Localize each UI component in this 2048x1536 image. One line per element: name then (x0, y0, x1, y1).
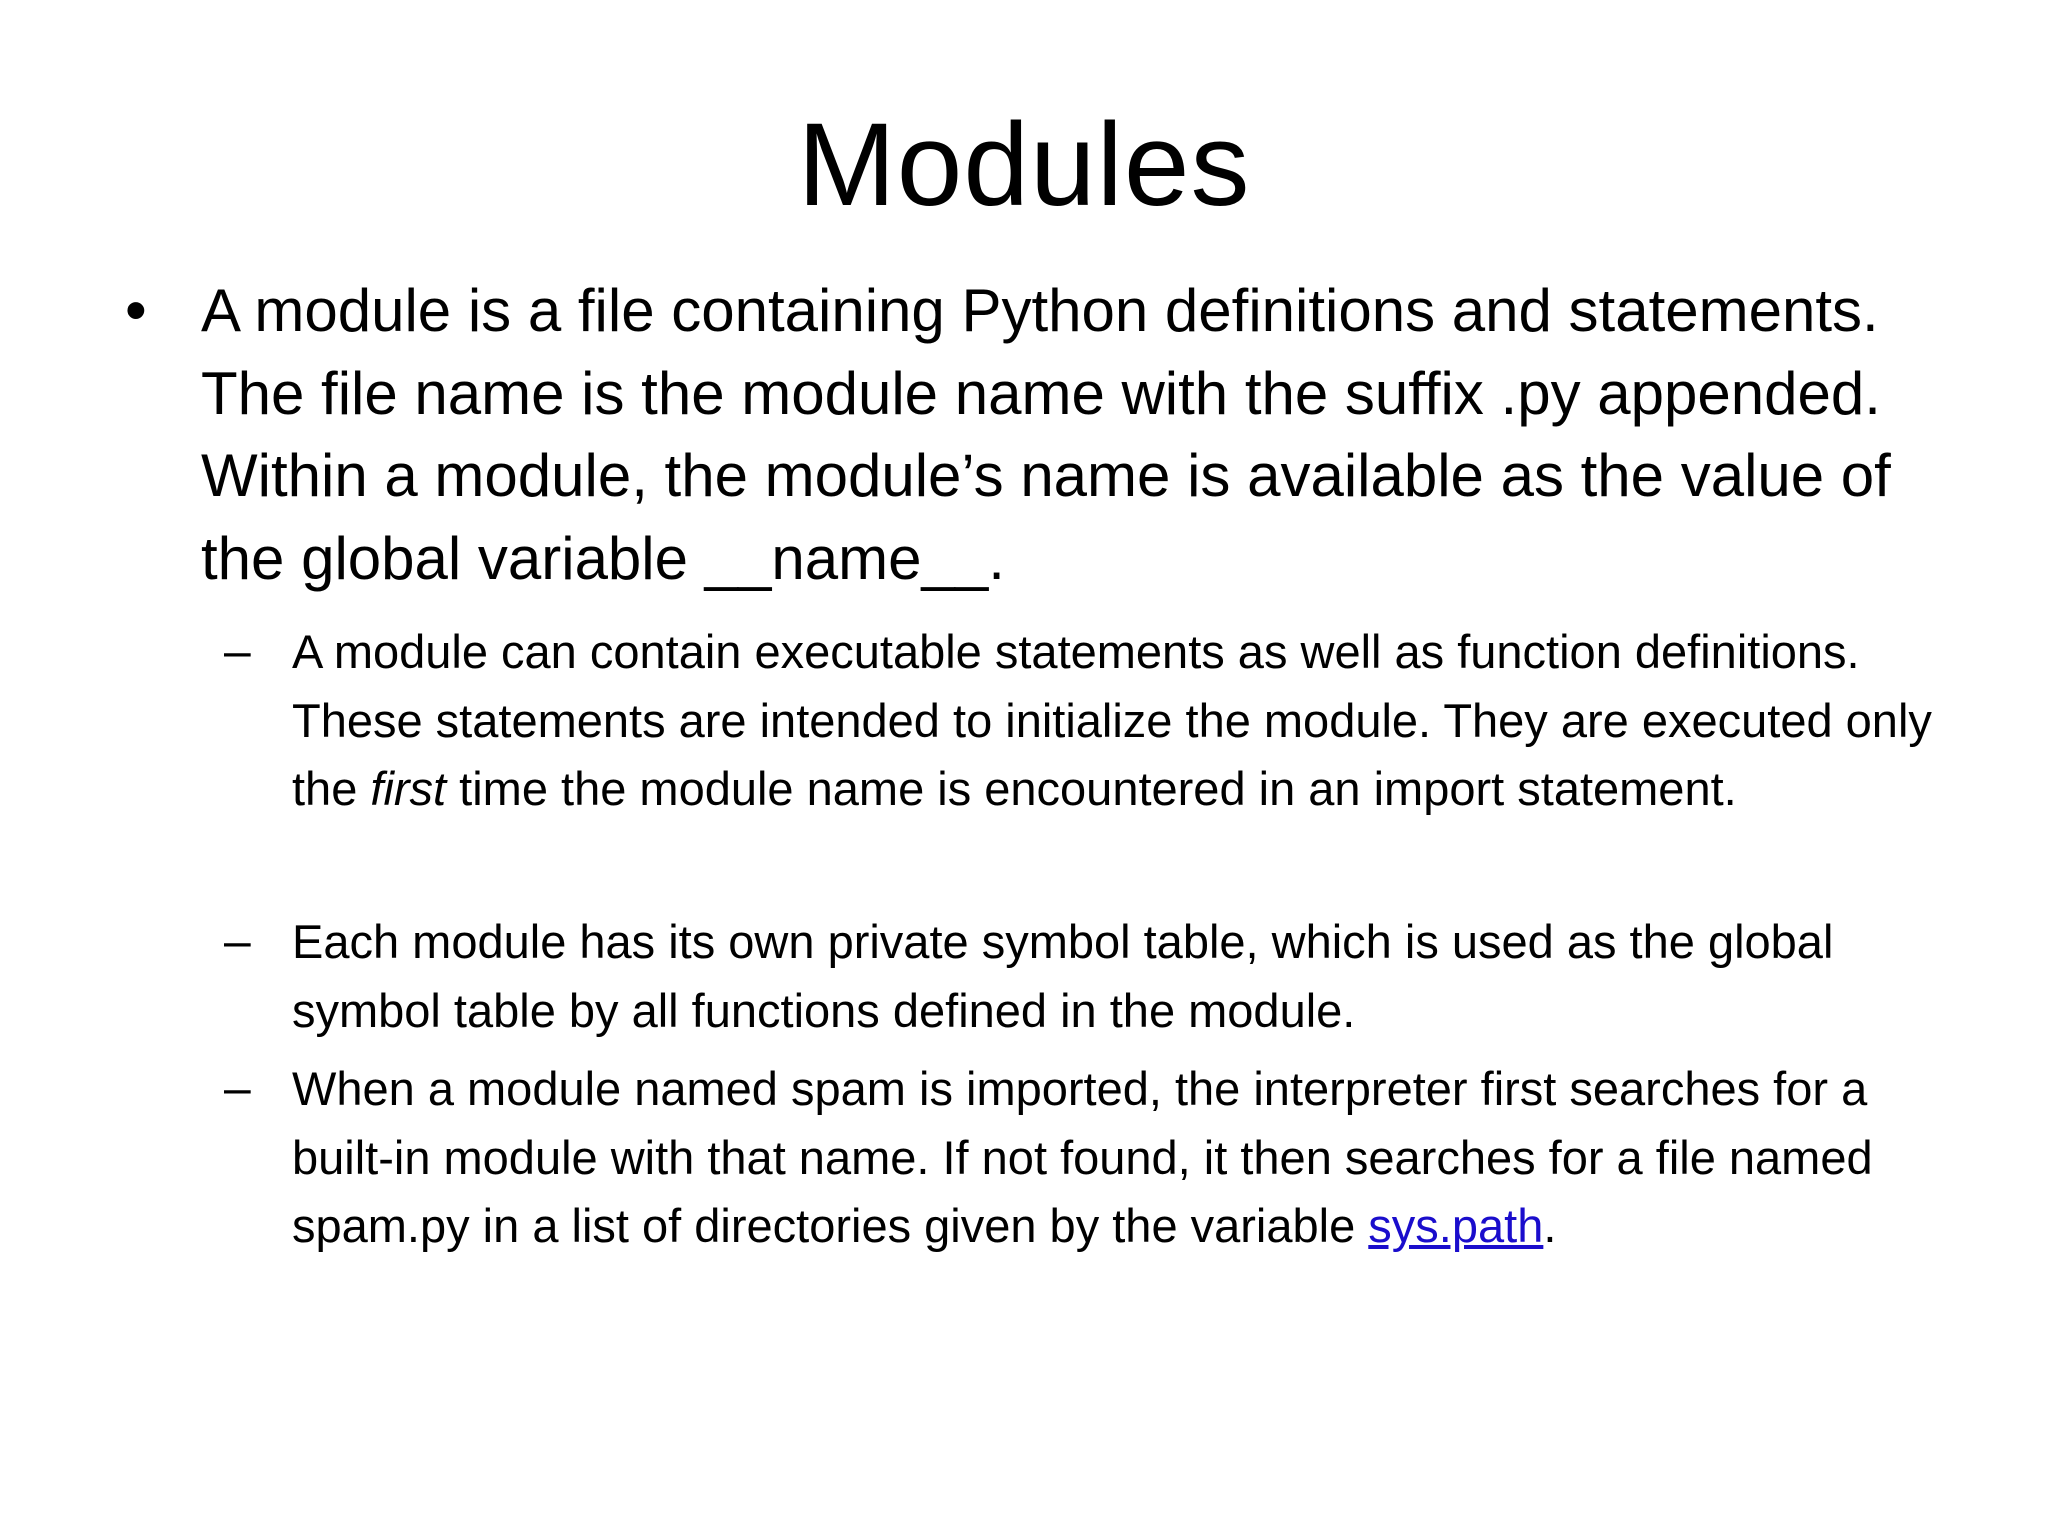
sub-bullet-marker: – (224, 915, 251, 968)
sub-bullet-1-text (292, 618, 1972, 824)
sub-bullet-1-text-before: A module can contain executable statements as well as function definitions. These statements are intended to initialize the module. They are executed only the (292, 625, 1932, 815)
sub-bullet-3-text-after: . (1543, 1199, 1557, 1252)
main-bullet-text: A module is a file containing Python definitions and statements. The file name is the module name with the suffix .py appended. Within a module, the module’s name is available as the value of the global variable __name__. (201, 277, 1891, 592)
slide-title: Modules (797, 99, 1251, 231)
sub-bullet-3-text-before: When a module named spam is imported, the interpreter first searches for a built-in module with that name. If not found, it then searches for a file named spam.py in a list of directories given by the variable (292, 1062, 1873, 1252)
sub-bullet-marker: – (224, 1062, 251, 1115)
sub-bullet-marker: – (224, 625, 251, 678)
sub-bullet-3-text (292, 1055, 1972, 1261)
sys-path-link[interactable]: sys.path (1368, 1199, 1544, 1252)
sub-bullet-2-text: Each module has its own private symbol table, which is used as the global symbol table by all functions defined in the module. (292, 915, 1834, 1037)
sub-bullet-1-text-after: time the module name is encountered in an import statement. (446, 762, 1737, 815)
sub-bullet-1-emphasis: first (370, 762, 447, 815)
bullet-marker: • (125, 276, 147, 345)
